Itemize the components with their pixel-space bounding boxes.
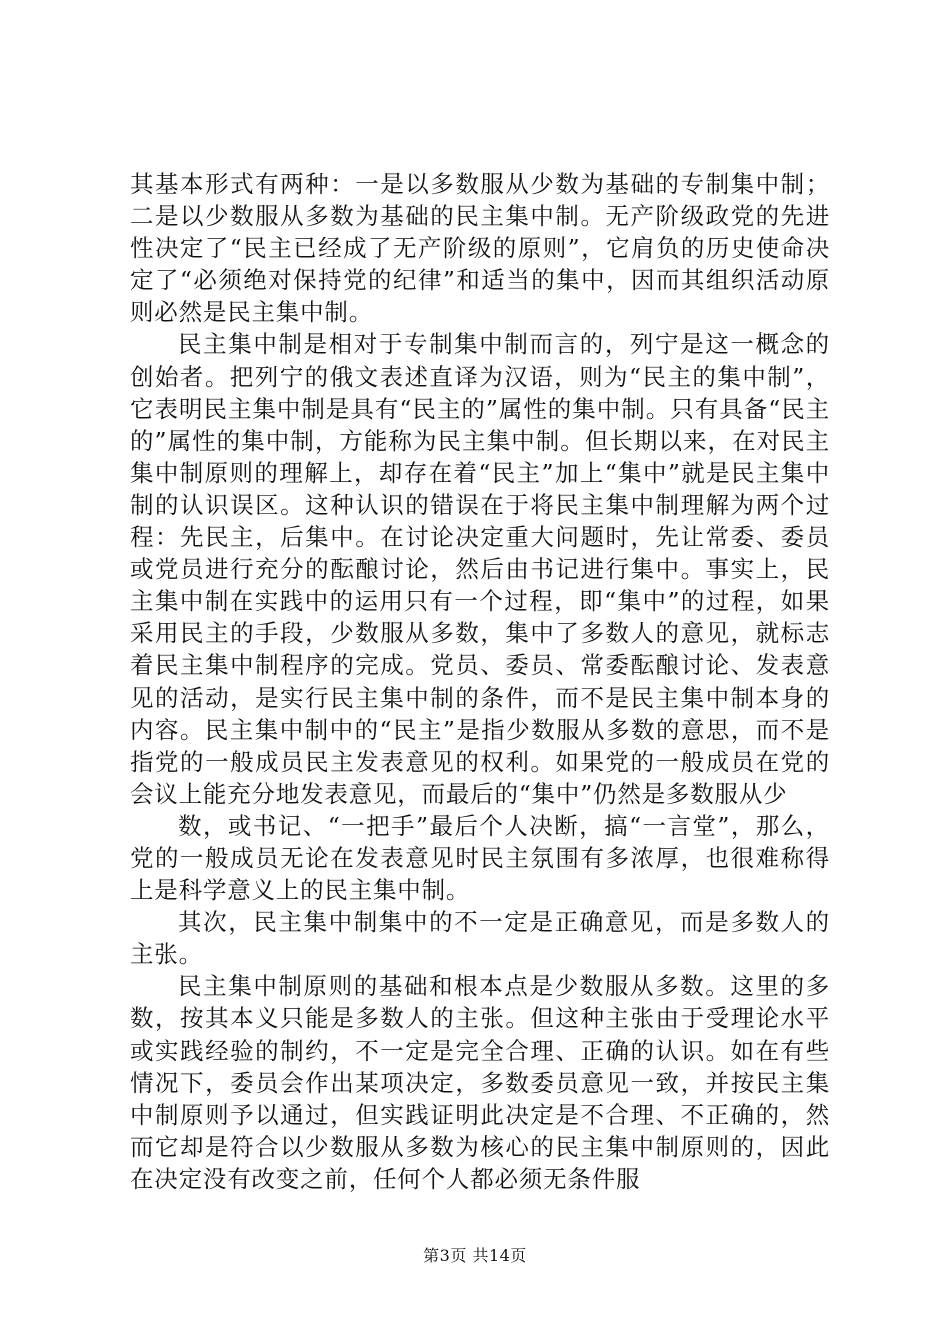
- document-body: [130, 168, 830, 1195]
- paragraph-2: 民主集中制是相对于专制集中制而言的，列宁是这一概念的创始者。把列宁的俄文表述直译为汉语，则为“民主的集中制”，它表明民主集中制是具有“民主的”属性的集中制。只有具备“民主的”属性的集中制，方能称为民主集中制。但长期以来，在对民主集中制原则的理解上，却存在着“民主”加上“集中”就是民主集中制的认识误区。这种认识的错误在于将民主集中制理解为两个过程：先民主，后集中。在讨论决定重大问题时，先让常委、委员或党员进行充分的酝酿讨论，然后由书记进行集中。事实上，民主集中制在实践中的运用只有一个过程，即“集中”的过程，如果采用民主的手段，少数服从多数，集中了多数人的意见，就标志着民主集中制程序的完成。党员、委员、常委酝酿讨论、发表意见的活动，是实行民主集中制的条件，而不是民主集中制本身的内容。民主集中制中的“民主”是指少数服从多数的意思，而不是指党的一般成员民主发表意见的权利。如果党的一般成员在党的会议上能充分地发表意见，而最后的“集中”仍然是多数服从少: [130, 330, 830, 808]
- paragraph-3: 数，或书记、“一把手”最后个人决断，搞“一言堂”，那么，党的一般成员无论在发表意见时民主氛围有多浓厚，也很难称得上是科学意义上的民主集中制。: [130, 811, 830, 905]
- page-number-footer: 第3页 共14页: [423, 1246, 527, 1265]
- paragraph-1: 其基本形式有两种：一是以多数服从少数为基础的专制集中制；二是以少数服从多数为基础的民主集中制。无产阶级政党的先进性决定了“民主已经成了无产阶级的原则”，它肩负的历史使命决定了“必须绝对保持党的纪律”和适当的集中，因而其组织活动原则必然是民主集中制。: [130, 170, 830, 327]
- paragraph-4: 其次，民主集中制集中的不一定是正确意见，而是多数人的主张。: [130, 908, 830, 969]
- paragraph-5: 民主集中制原则的基础和根本点是少数服从多数。这里的多数，按其本义只能是多数人的主张。但这种主张由于受理论水平或实践经验的制约，不一定是完全合理、正确的认识。如在有些情况下，委员会作出某项决定，多数委员意见一致，并按民主集中制原则予以通过，但实践证明此决定是不合理、不正确的，然而它却是符合以少数服从多数为核心的民主集中制原则的，因此在决定没有改变之前，任何个人都必须无条件服: [130, 972, 830, 1193]
